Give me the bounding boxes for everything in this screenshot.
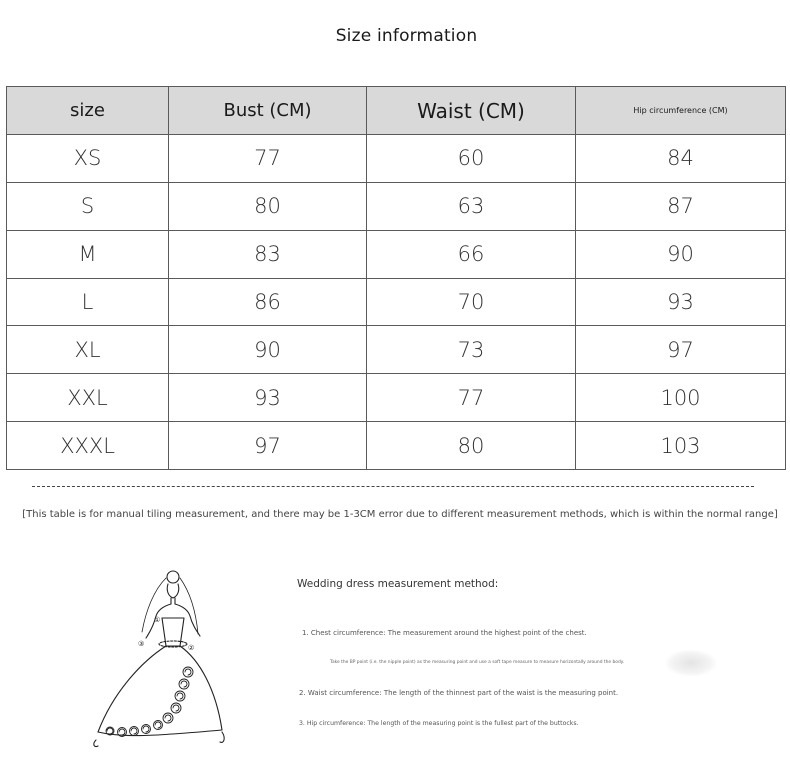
marker-three: ③ <box>138 640 145 648</box>
table-row <box>7 422 786 470</box>
marker-one: ① <box>154 616 161 624</box>
cell-hip: 103 <box>576 422 786 470</box>
table-row <box>7 135 786 183</box>
cell-size: L <box>7 278 169 326</box>
cell-hip: 93 <box>576 278 786 326</box>
cell-bust: 83 <box>169 230 367 278</box>
cell-waist: 73 <box>367 326 576 374</box>
header-hip: Hip circumference (CM) <box>576 87 786 135</box>
cell-bust: 86 <box>169 278 367 326</box>
table-row <box>7 230 786 278</box>
table-header-row <box>7 87 786 135</box>
cell-hip: 90 <box>576 230 786 278</box>
header-size: size <box>7 87 169 135</box>
cell-hip: 100 <box>576 374 786 422</box>
cell-size: XXL <box>7 374 169 422</box>
marker-two: ② <box>188 644 195 652</box>
cell-waist: 66 <box>367 230 576 278</box>
method-item-waist: 2. Waist circumference: The length of the thinnest part of the waist is the measuring point. <box>299 689 619 697</box>
cell-hip: 87 <box>576 182 786 230</box>
cell-waist: 80 <box>367 422 576 470</box>
table-row <box>7 374 786 422</box>
cell-bust: 93 <box>169 374 367 422</box>
table-row <box>7 326 786 374</box>
cell-bust: 97 <box>169 422 367 470</box>
cell-hip: 97 <box>576 326 786 374</box>
method-item-chest: 1. Chest circumference: The measurement around the highest point of the chest. <box>302 629 587 637</box>
header-waist: Waist (CM) <box>367 87 576 135</box>
cell-size: XL <box>7 326 169 374</box>
cell-bust: 77 <box>169 135 367 183</box>
table-row <box>7 278 786 326</box>
page-title: Size information <box>335 26 478 46</box>
cell-size: XS <box>7 135 169 183</box>
table-row <box>7 182 786 230</box>
measurement-note: [This table is for manual tiling measurement, and there may be 1-3CM error due to different measurement methods, which is within the normal range] <box>22 509 778 520</box>
cell-size: S <box>7 182 169 230</box>
background-smudge <box>666 650 716 676</box>
method-title: Wedding dress measurement method: <box>297 578 499 590</box>
dashed-divider <box>32 486 754 487</box>
method-item-hip: 3. Hip circumference: The length of the measuring point is the fullest part of the buttocks. <box>299 720 579 727</box>
cell-waist: 63 <box>367 182 576 230</box>
cell-hip: 84 <box>576 135 786 183</box>
cell-size: XXXL <box>7 422 169 470</box>
dress-figure-illustration <box>84 560 234 750</box>
cell-waist: 60 <box>367 135 576 183</box>
cell-bust: 80 <box>169 182 367 230</box>
method-item-chest-detail: Take the BP point (i.e. the nipple point) as the measuring point and use a soft tape measure to measure horizontally around the body. <box>330 660 625 665</box>
cell-waist: 77 <box>367 374 576 422</box>
header-bust: Bust (CM) <box>169 87 367 135</box>
cell-bust: 90 <box>169 326 367 374</box>
cell-size: M <box>7 230 169 278</box>
cell-waist: 70 <box>367 278 576 326</box>
size-table <box>6 86 786 470</box>
